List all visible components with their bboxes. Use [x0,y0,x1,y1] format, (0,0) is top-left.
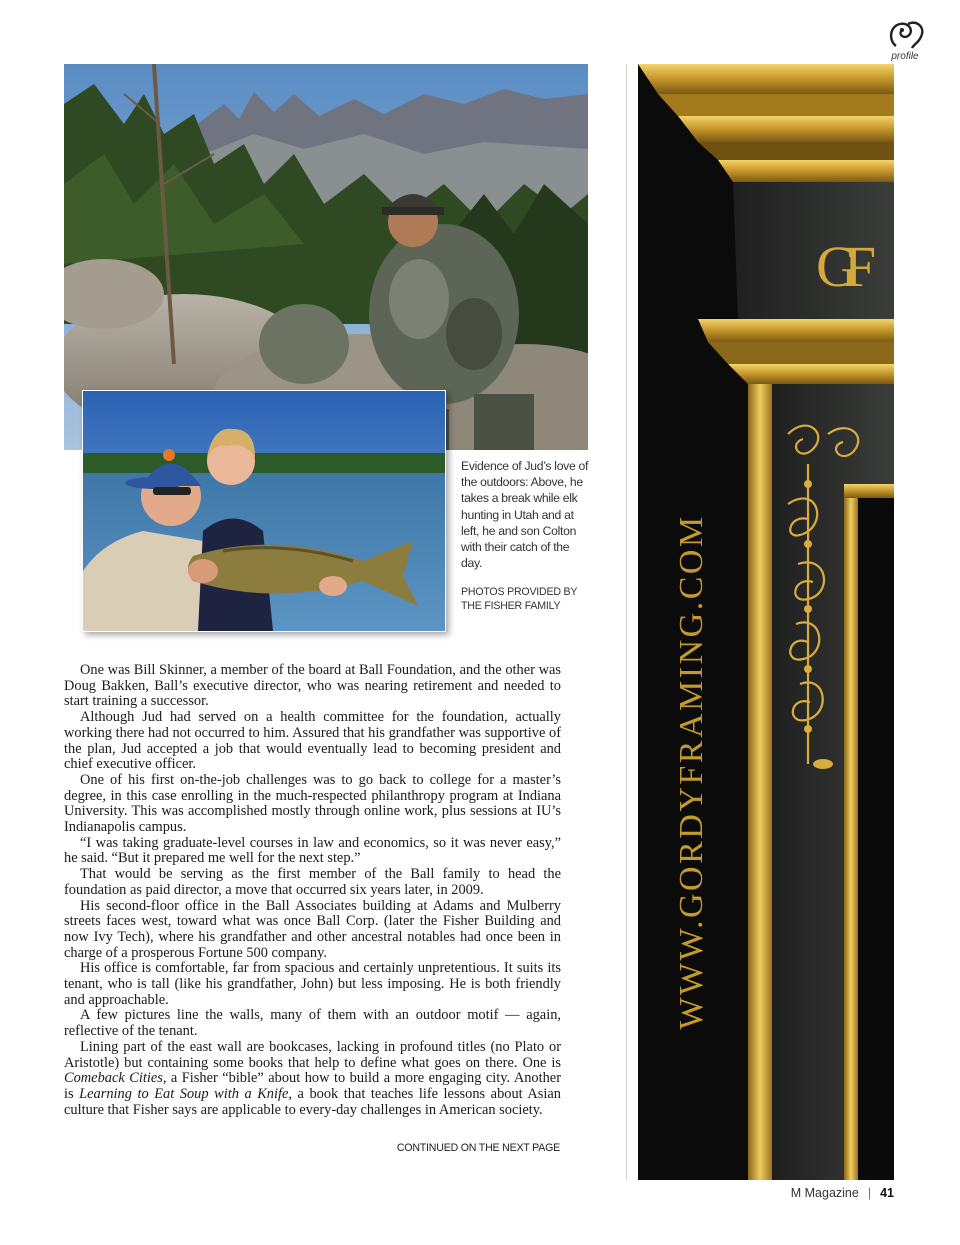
photo-credit: PHOTOS PROVIDED BY THE FISHER FAMILY [461,586,578,612]
article-paragraph: “I was taking graduate-level courses in law and economics, so it was never easy,” he said. “But it prepared me well for the next step.” [64,834,561,867]
article-paragraph: A few pictures line the walls, many of them with an outdoor motif — again, reflective of the tenant. [64,1007,561,1040]
article-paragraph: His second-floor office in the Ball Associates building at Adams and Mulberry streets faces west, toward what was once Ball Corp. (later the Fisher Building and now Ivy Tech), where his grandfather and other ancestral notables had once been in charge of a prosperous Fortune 500 company. [64,897,561,961]
section-label: profile [891,51,919,62]
article-paragraph: His office is comfortable, far from spacious and certainly unpretentious. It suits its tenant, who is tall (like his grandfather, John) but less imposing. He is both friendly and approachable. [64,960,561,1008]
article-paragraph: One of his first on-the-job challenges was to go back to college for a master’s degree, in this case enrolling in the much-respected philanthropy program at Indiana University. This was accomplished mostly through online work, plus sessions at IU’s Indianapolis campus. [64,771,561,836]
article-paragraph: One was Bill Skinner, a member of the board at Ball Foundation, and the other was Doug Bakken, Ball’s executive director, who was nearing retirement and needed to start training a successor. [64,662,561,710]
section-logo [880,18,930,66]
article-body [64,663,561,1118]
book-title: Learning to Eat Soup with a Knife [79,1085,289,1102]
page-number: 41 [880,1186,894,1200]
ad-url-link[interactable]: WWW.GORDYFRAMING.COM [673,514,710,1030]
folio-divider: | [867,1186,872,1200]
article-paragraph: That would be serving as the first member of the Ball family to head the foundation as paid director, a move that occurred six years later, in 2009. [64,866,561,898]
article-paragraph: Although Jud had served on a health committee for the foundation, actually working there had not occurred to him. Assured that his grandfather was supportive of the plan, Jud accepted a job that would eventually lead to becoming president and chief executive officer. [64,709,561,773]
column-divider [626,64,627,1180]
article-text-segment: , a Fisher “bible” about how to build a more engaging city. Another is [64,1070,561,1102]
continued-label: CONTINUED ON THE NEXT PAGE [396,1142,560,1154]
article-text-segment: , a book that teaches life lessons about Asian culture that Fisher says are applicable to every-day challenges in American society. [64,1085,561,1118]
publication-name: M Magazine [790,1186,859,1200]
swirl-logo-icon [886,18,926,52]
ad-monogram: GF [816,234,863,299]
inset-photo [82,390,446,632]
fishing-photo-image [83,391,445,631]
framing-advertisement[interactable] [638,64,894,1180]
article-paragraph-last [64,1040,561,1119]
book-title: Comeback Cities [64,1070,163,1087]
photo-caption: Evidence of Jud’s love of the outdoors: Above, he takes a break while elk hunting in Utah and at left, he and son Colton with their catch of the day. [461,459,589,571]
article-text-segment: Lining part of the east wall are bookcases, lacking in profound titles (no Plato or Aristotle) but containing some books that help to define what goes on there. One is [64,1038,561,1071]
page-folio [791,1186,894,1200]
ad-url-wrapper [647,382,737,1162]
